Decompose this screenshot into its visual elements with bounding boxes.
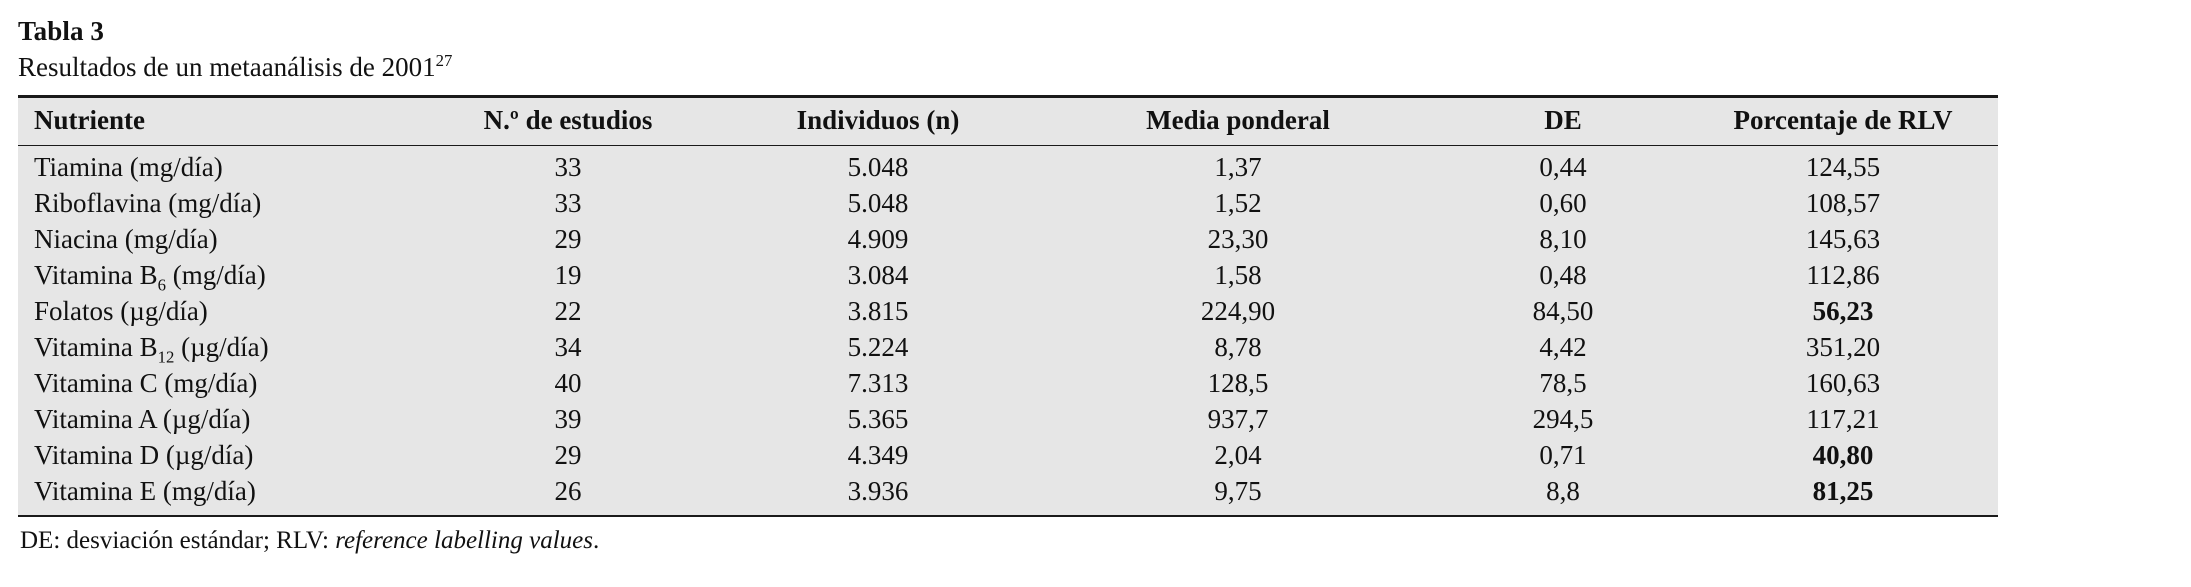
cell-nutrient: [18, 474, 418, 517]
cell-mean: 2,04: [1038, 438, 1438, 474]
nutrient-name: Vitamina C: [34, 368, 158, 398]
cell-nutrient: [18, 146, 418, 186]
cell-nutrient: [18, 330, 418, 366]
column-header-rlv: Porcentaje de RLV: [1688, 97, 1998, 146]
cell-studies: 29: [418, 222, 718, 258]
cell-rlv: 160,63: [1688, 366, 1998, 402]
table-row: [18, 402, 1998, 438]
cell-sd: 294,5: [1438, 402, 1688, 438]
cell-mean: 937,7: [1038, 402, 1438, 438]
cell-studies: 34: [418, 330, 718, 366]
nutrient-subscript: 6: [157, 275, 166, 295]
nutrient-name: Vitamina D: [34, 440, 160, 470]
column-header-mean: Media ponderal: [1038, 97, 1438, 146]
nutrient-name: Vitamina E: [34, 476, 157, 506]
caption-text-main: Resultados de un metaanálisis de 2001: [18, 52, 436, 82]
column-header-studies: N.º de estudios: [418, 97, 718, 146]
cell-studies: 26: [418, 474, 718, 517]
table-row: [18, 146, 1998, 186]
cell-individuals: 7.313: [718, 366, 1038, 402]
nutrient-name: Vitamina B: [34, 332, 158, 362]
cell-nutrient: [18, 438, 418, 474]
cell-rlv: 112,86: [1688, 258, 1998, 294]
cell-individuals: 5.224: [718, 330, 1038, 366]
table-row: [18, 258, 1998, 294]
cell-mean: 128,5: [1038, 366, 1438, 402]
cell-mean: 1,37: [1038, 146, 1438, 186]
cell-studies: 39: [418, 402, 718, 438]
cell-mean: 23,30: [1038, 222, 1438, 258]
cell-studies: 22: [418, 294, 718, 330]
cell-rlv: 40,80: [1688, 438, 1998, 474]
cell-sd: 8,10: [1438, 222, 1688, 258]
table-row: [18, 366, 1998, 402]
caption-text: [18, 50, 2173, 84]
cell-sd: 8,8: [1438, 474, 1688, 517]
cell-studies: 40: [418, 366, 718, 402]
cell-nutrient: [18, 294, 418, 330]
footnote-italic: reference labelling values: [335, 527, 593, 554]
cell-individuals: 3.084: [718, 258, 1038, 294]
cell-nutrient: [18, 258, 418, 294]
cell-individuals: 3.936: [718, 474, 1038, 517]
cell-studies: 33: [418, 186, 718, 222]
cell-nutrient: [18, 402, 418, 438]
results-table: [18, 95, 1998, 517]
cell-sd: 0,44: [1438, 146, 1688, 186]
nutrient-unit: (mg/día): [157, 368, 258, 398]
cell-individuals: 4.909: [718, 222, 1038, 258]
footnote-plain-1: DE: desviación estándar; RLV:: [20, 527, 336, 554]
cell-sd: 4,42: [1438, 330, 1688, 366]
nutrient-name: Riboflavina: [34, 188, 162, 218]
cell-nutrient: [18, 366, 418, 402]
nutrient-unit: (µg/día): [156, 404, 251, 434]
cell-sd: 84,50: [1438, 294, 1688, 330]
cell-sd: 0,48: [1438, 258, 1688, 294]
nutrient-unit: (mg/día): [165, 260, 266, 290]
cell-rlv: 81,25: [1688, 474, 1998, 517]
cell-rlv: 124,55: [1688, 146, 1998, 186]
cell-studies: 19: [418, 258, 718, 294]
nutrient-unit: (mg/día): [156, 476, 256, 506]
table-header-row: [18, 97, 1998, 146]
caption-reference: 27: [435, 51, 453, 70]
table-row: [18, 186, 1998, 222]
column-header-nutrient: Nutriente: [18, 97, 418, 146]
table-caption: [18, 14, 2173, 84]
cell-studies: 29: [418, 438, 718, 474]
nutrient-unit: (mg/día): [117, 224, 218, 254]
nutrient-unit: (µg/día): [159, 440, 254, 470]
cell-rlv: 145,63: [1688, 222, 1998, 258]
cell-individuals: 5.048: [718, 146, 1038, 186]
cell-rlv: 56,23: [1688, 294, 1998, 330]
cell-individuals: 5.048: [718, 186, 1038, 222]
footnote-plain-2: .: [593, 527, 600, 554]
nutrient-unit: (µg/día): [113, 296, 208, 326]
cell-individuals: 5.365: [718, 402, 1038, 438]
cell-nutrient: [18, 186, 418, 222]
nutrient-subscript: 12: [157, 347, 175, 367]
cell-sd: 0,60: [1438, 186, 1688, 222]
cell-mean: 8,78: [1038, 330, 1438, 366]
table-body: [18, 146, 1998, 517]
nutrient-unit: (mg/día): [123, 152, 223, 182]
cell-individuals: 3.815: [718, 294, 1038, 330]
table-row: [18, 294, 1998, 330]
cell-nutrient: [18, 222, 418, 258]
table-row: [18, 474, 1998, 517]
nutrient-unit: (µg/día): [174, 332, 269, 362]
cell-rlv: 351,20: [1688, 330, 1998, 366]
nutrient-name: Tiamina: [34, 152, 124, 182]
caption-label: Tabla 3: [18, 16, 104, 46]
table-container: [18, 95, 2173, 517]
nutrient-unit: (mg/día): [161, 188, 262, 218]
cell-sd: 78,5: [1438, 366, 1688, 402]
nutrient-name: Vitamina B: [34, 260, 158, 290]
cell-rlv: 117,21: [1688, 402, 1998, 438]
cell-mean: 9,75: [1038, 474, 1438, 517]
column-header-sd: DE: [1438, 97, 1688, 146]
cell-mean: 1,52: [1038, 186, 1438, 222]
nutrient-name: Niacina: [34, 224, 118, 254]
cell-rlv: 108,57: [1688, 186, 1998, 222]
table-row: [18, 330, 1998, 366]
cell-studies: 33: [418, 146, 718, 186]
cell-mean: 1,58: [1038, 258, 1438, 294]
cell-individuals: 4.349: [718, 438, 1038, 474]
nutrient-name: Folatos: [34, 296, 114, 326]
nutrient-name: Vitamina A: [34, 404, 157, 434]
table-row: [18, 438, 1998, 474]
table-footnote: [18, 525, 2173, 557]
column-header-individuals: Individuos (n): [718, 97, 1038, 146]
table-header: [18, 97, 1998, 146]
table-row: [18, 222, 1998, 258]
cell-mean: 224,90: [1038, 294, 1438, 330]
cell-sd: 0,71: [1438, 438, 1688, 474]
